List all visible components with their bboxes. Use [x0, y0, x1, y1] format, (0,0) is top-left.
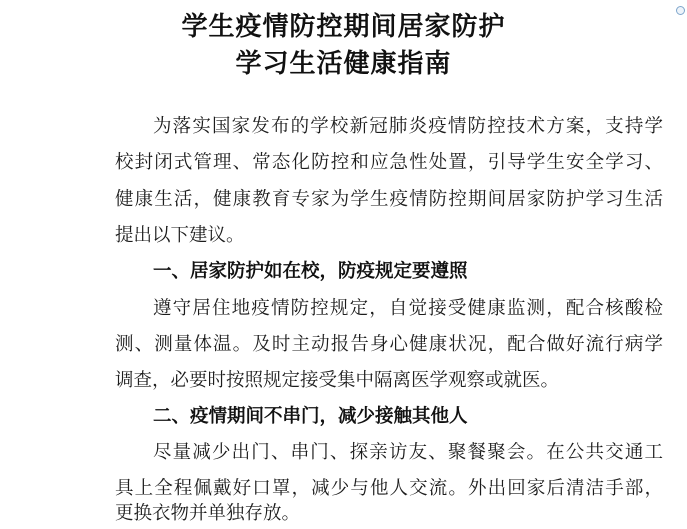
- intro-line: 为落实国家发布的学校新冠肺炎疫情防控技术方案，支持学: [153, 116, 663, 137]
- section-line: 遵守居住地疫情防控规定，自觉接受健康监测，配合核酸检: [153, 298, 663, 319]
- intro-line: 健康生活，健康教育专家为学生疫情防控期间居家防护学习生活: [115, 189, 663, 210]
- intro-line: 提出以下建议。: [115, 225, 245, 246]
- document-title-line-1: 学生疫情防控期间居家防护: [181, 12, 506, 42]
- intro-line: 校封闭式管理、常态化防控和应急性处置，引导学生安全学习、: [115, 152, 663, 173]
- section-line: 具上全程佩戴好口罩，减少与他人交流。外出回家后清洁手部，: [115, 478, 663, 499]
- section-heading: 二、疫情期间不串门，减少接触其他人: [153, 406, 468, 427]
- document-title-line-2: 学习生活健康指南: [235, 49, 452, 79]
- section-line: 测、测量体温。及时主动报告身心健康状况，配合做好流行病学: [115, 334, 663, 355]
- section-line: 调查，必要时按照规定接受集中隔离医学观察或就医。: [115, 370, 560, 391]
- section-line: 尽量减少出门、串门、探亲访友、聚餐聚会。在公共交通工: [153, 442, 663, 463]
- section-heading: 一、居家防护如在校，防疫规定要遵照: [153, 261, 468, 282]
- section-line: 更换衣物并单独存放。: [115, 503, 301, 524]
